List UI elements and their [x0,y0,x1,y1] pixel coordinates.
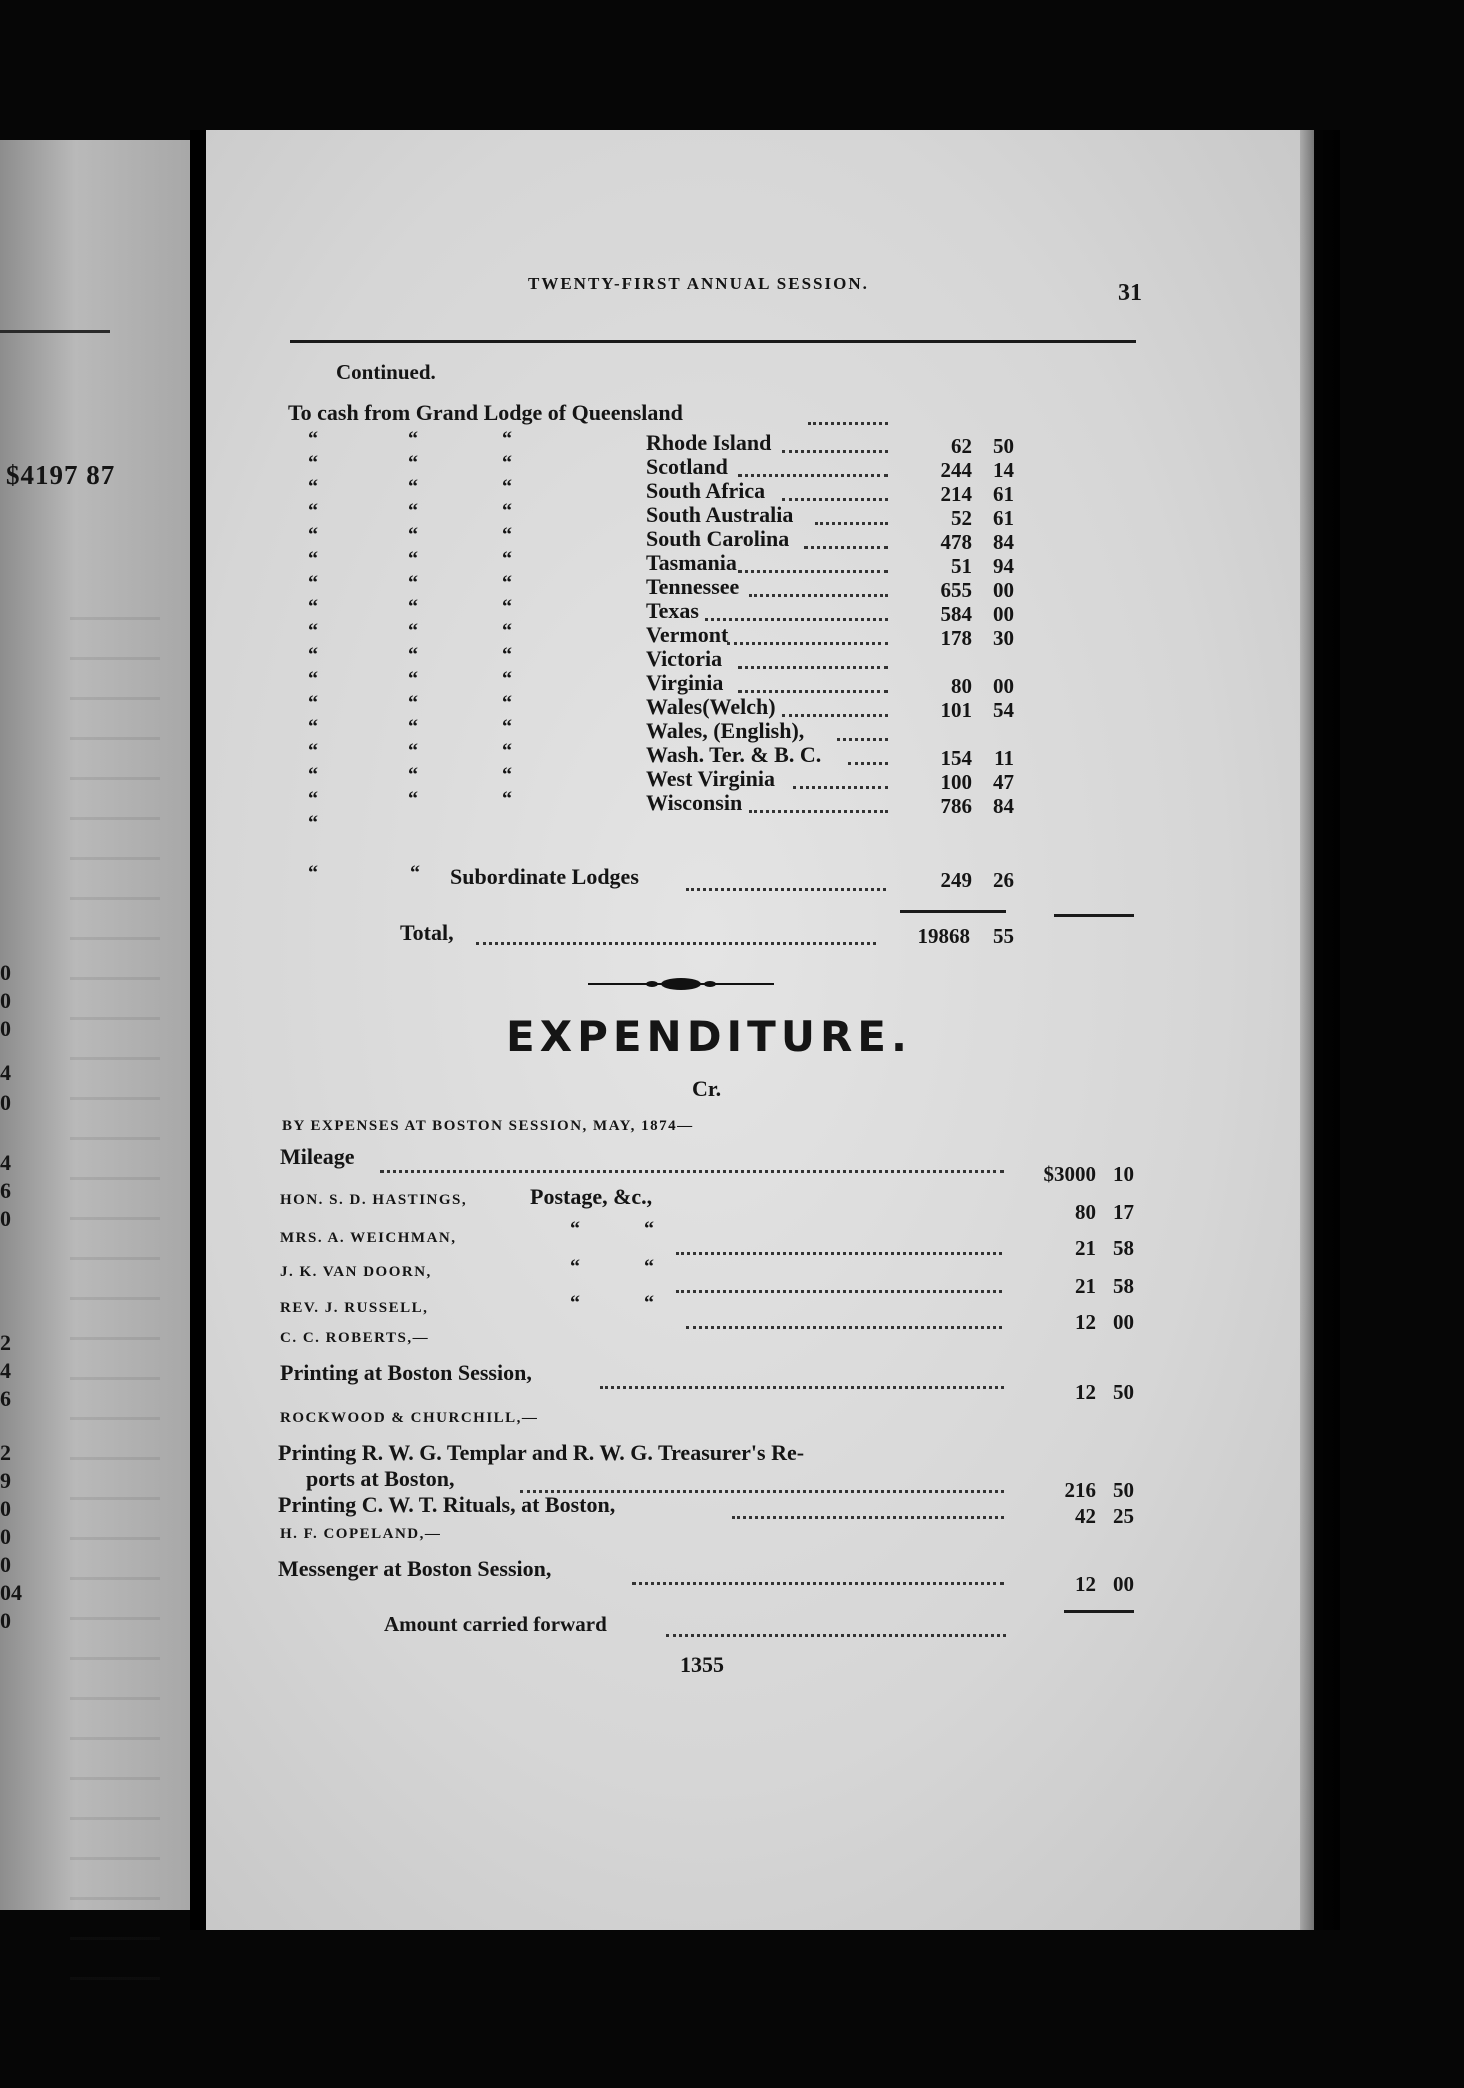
leader-dots [782,714,888,717]
ditto-mark: “ [408,476,418,498]
left-page-fragment: 0 [0,1524,11,1549]
ditto-mark: “ [502,620,512,642]
ditto-mark: “ [408,572,418,594]
ditto-mark: “ [308,692,318,714]
leader-dots [837,738,888,741]
ditto-mark: “ [502,716,512,738]
intro-leader-dots [808,422,888,425]
footer-total: 1355 [680,1652,724,1677]
total-label: Total, [400,920,454,945]
left-page-fragment: 0 [0,1552,11,1577]
printing-session-label: Printing at Boston Session, [280,1360,532,1385]
left-page-fragment: 0 [0,1496,11,1521]
russell-dollars: 12 [1075,1310,1096,1334]
ditto-mark: “ [308,452,318,474]
printing-rituals-label: Printing C. W. T. Rituals, at Boston, [278,1492,616,1517]
printing-reports-label-cont: ports at Boston, [306,1466,455,1491]
printing-rituals-cents: 25 [1113,1504,1134,1528]
amount-dollars: 584 [940,602,972,626]
left-facing-page [0,140,190,1910]
amount-cents: 47 [993,770,1014,794]
header-rule [290,340,1136,343]
row-label: Wash. Ter. & B. C. [646,742,822,767]
ditto-mark: “ [408,500,418,522]
ditto-mark: “ [408,428,418,450]
printing-reports-label: Printing R. W. G. Templar and R. W. G. Treasurer's Re- [278,1440,805,1465]
payee-weichman: MRS. A. WEICHMAN, [280,1230,457,1246]
amount-dollars: 249 [940,868,972,892]
row-label: South Australia [646,502,794,527]
leader-dots [793,786,888,789]
left-page-amount: $4197 87 [6,460,116,490]
receipts-intro-line: To cash from Grand Lodge of Queensland [288,400,683,425]
amount-cents: 84 [993,794,1014,818]
carried-forward-label: Amount carried forward [384,1612,607,1636]
ditto-mark: “ [502,428,512,450]
row-label: South Africa [646,478,766,503]
ditto-mark: “ [308,596,318,618]
leader-dots [738,666,888,669]
row-label: South Carolina [646,526,790,551]
row-label: Wales, (English), [646,718,805,743]
ditto-mark: “ [502,572,512,594]
left-page-fragment: 0 [0,988,11,1013]
ditto-mark: “ [308,548,318,570]
leader-dots [380,1170,1004,1173]
ditto-mark: “ [502,668,512,690]
printing-reports-cents: 50 [1113,1478,1134,1502]
ditto-mark: “ [502,692,512,714]
leader-dots [676,1290,1002,1293]
leader-dots [600,1386,1004,1389]
amount-cents: 14 [993,458,1014,482]
subordinate-lodges-label: Subordinate Lodges [450,864,639,889]
amount-cents: 11 [994,746,1014,770]
ditto-mark: “ [408,644,418,666]
leader-dots [738,474,888,477]
ditto-mark: “ [502,644,512,666]
leader-dots [686,1326,1002,1329]
leader-dots [732,1516,1004,1519]
leader-dots [738,570,888,573]
row-label: Tennessee [646,574,740,599]
mileage-cents: 10 [1113,1162,1134,1186]
ditto-mark: “ [308,716,318,738]
messenger-label: Messenger at Boston Session, [278,1556,552,1581]
ditto-mark: “ [308,764,318,786]
printing-reports-dollars: 216 [1064,1478,1096,1502]
page-number: 31 [1118,280,1142,306]
amount-dollars: 62 [951,434,972,458]
amount-dollars: 214 [940,482,972,506]
messenger-dollars: 12 [1075,1572,1096,1596]
ditto-mark: “ [308,620,318,642]
ditto-mark: “ [408,716,418,738]
left-page-fragment: 2 [0,1440,11,1465]
left-page-rule [0,330,110,333]
row-label: Scotland [646,454,728,479]
carried-forward-rule [1064,1610,1134,1613]
amount-cents: 61 [993,482,1014,506]
expenses-section-heading: BY EXPENSES AT BOSTON SESSION, MAY, 1874— [282,1118,694,1134]
amount-dollars: 655 [940,578,972,602]
ditto-mark: “ [408,620,418,642]
left-page-fragment: 0 [0,1206,11,1231]
left-page-fragment: 0 [0,960,11,985]
messenger-cents: 00 [1113,1572,1134,1596]
cr-label: Cr. [692,1076,722,1101]
payee-russell: REV. J. RUSSELL, [280,1300,429,1316]
leader-dots [476,942,876,945]
ditto-mark: “ [502,548,512,570]
weichman-dollars: 21 [1075,1236,1096,1260]
leader-dots [676,1252,1002,1255]
amount-dollars: 100 [940,770,972,794]
ditto-mark: “ [408,788,418,810]
ditto-mark: “ [408,764,418,786]
amount-cents: 00 [993,578,1014,602]
total-dollars: 19868 [917,924,970,948]
ditto-mark: “ [644,1292,654,1314]
amount-dollars: 154 [940,746,972,770]
amount-dollars: 786 [940,794,972,818]
ditto-mark: “ [502,500,512,522]
payee-copeland: H. F. COPELAND,— [280,1526,442,1542]
payee-hastings: HON. S. D. HASTINGS, [280,1192,468,1208]
ditto-mark: “ [502,476,512,498]
leader-dots [705,618,888,621]
leader-dots [738,690,888,693]
ditto-mark: “ [570,1218,580,1240]
payee-roberts: C. C. ROBERTS,— [280,1330,430,1346]
book-gutter [190,130,206,1930]
payee-rockwood-churchill: ROCKWOOD & CHURCHILL,— [280,1410,539,1426]
van-doorn-dollars: 21 [1075,1274,1096,1298]
page-edge-shadow [1300,130,1340,1930]
continued-label: Continued. [336,360,436,384]
ditto-mark: “ [570,1292,580,1314]
ditto-mark: “ [308,812,318,834]
ditto-mark: “ [408,452,418,474]
leader-dots [632,1582,1004,1585]
left-page-fragment: 4 [0,1060,11,1085]
left-page-fragment: 4 [0,1150,11,1175]
amount-cents: 00 [993,602,1014,626]
expenditure-title: EXPENDITURE. [506,1012,912,1061]
amount-dollars: 478 [940,530,972,554]
ditto-mark: “ [308,644,318,666]
amount-dollars: 178 [940,626,972,650]
leader-dots [804,546,888,549]
amount-cents: 50 [993,434,1014,458]
row-label: Wales(Welch) [646,694,776,719]
left-page-fragment: 9 [0,1468,11,1493]
ditto-mark: “ [408,692,418,714]
row-label: Rhode Island [646,430,772,455]
ditto-mark: “ [408,524,418,546]
mileage-label: Mileage [280,1144,355,1169]
ditto-mark: “ [308,572,318,594]
row-label: Victoria [646,646,723,671]
amount-cents: 30 [993,626,1014,650]
left-page-fragment: 04 [0,1580,22,1605]
printing-session-cents: 50 [1113,1380,1134,1404]
total-rule-right [1054,914,1134,917]
ditto-mark: “ [408,548,418,570]
leader-dots [848,762,888,765]
row-label: Virginia [646,670,724,695]
amount-dollars: 80 [951,674,972,698]
amount-dollars: 52 [951,506,972,530]
amount-dollars: 244 [940,458,972,482]
ditto-mark: “ [308,740,318,762]
ornament-divider [588,972,774,996]
ditto-mark: “ [502,788,512,810]
hastings-dollars: 80 [1075,1200,1096,1224]
amount-cents: 61 [993,506,1014,530]
left-page-fragment: 6 [0,1386,11,1411]
payee-van-doorn: J. K. VAN DOORN, [280,1264,432,1280]
ditto-mark: “ [308,476,318,498]
amount-cents: 54 [993,698,1014,722]
row-label: Vermont [646,622,729,647]
printing-session-dollars: 12 [1075,1380,1096,1404]
leader-dots [815,522,888,525]
ditto-mark: “ [308,428,318,450]
ditto-mark: “ [502,740,512,762]
amount-dollars: 51 [951,554,972,578]
ditto-mark: “ [408,596,418,618]
van-doorn-cents: 58 [1113,1274,1134,1298]
leader-dots [666,1634,1006,1637]
printing-rituals-dollars: 42 [1075,1504,1096,1528]
row-label: West Virginia [646,766,775,791]
ditto-mark: “ [502,596,512,618]
amount-cents: 00 [993,674,1014,698]
hastings-postage-label: Postage, &c., [530,1184,653,1209]
amount-dollars: 101 [940,698,972,722]
row-label: Texas [646,598,699,623]
ditto-mark: “ [570,1256,580,1278]
total-cents: 55 [993,924,1014,948]
running-header: TWENTY-FIRST ANNUAL SESSION. [528,274,869,293]
ditto-mark: “ [308,668,318,690]
left-page-fragment: 0 [0,1090,11,1115]
leader-dots [749,594,888,597]
ditto-mark: “ [308,500,318,522]
left-page-fragment: 0 [0,1608,11,1633]
ditto-mark: “ [408,740,418,762]
ditto-mark: “ [502,524,512,546]
mileage-dollars: $3000 [1043,1162,1096,1186]
total-rule [900,910,1006,913]
ditto-mark: “ [644,1256,654,1278]
leader-dots [782,450,888,453]
ditto-mark: “ [408,668,418,690]
left-page-bleedthrough [70,580,160,1980]
amount-cents: 26 [993,868,1014,892]
ditto-mark: “ [308,862,318,884]
ditto-mark: “ [308,788,318,810]
leader-dots [782,498,888,501]
ditto-mark: “ [502,452,512,474]
leader-dots [727,642,888,645]
ditto-mark: “ [502,764,512,786]
weichman-cents: 58 [1113,1236,1134,1260]
ditto-mark: “ [410,862,420,884]
ditto-mark: “ [644,1218,654,1240]
leader-dots [686,888,886,891]
row-label: Wisconsin [646,790,743,815]
amount-cents: 94 [993,554,1014,578]
hastings-cents: 17 [1113,1200,1134,1224]
left-page-fragment: 4 [0,1358,11,1383]
ditto-mark: “ [308,524,318,546]
row-label: Tasmania [646,550,737,575]
russell-cents: 00 [1113,1310,1134,1334]
left-page-fragment: 6 [0,1178,11,1203]
left-page-fragment: 2 [0,1330,11,1355]
left-page-fragment: 0 [0,1016,11,1041]
amount-cents: 84 [993,530,1014,554]
leader-dots [749,810,888,813]
